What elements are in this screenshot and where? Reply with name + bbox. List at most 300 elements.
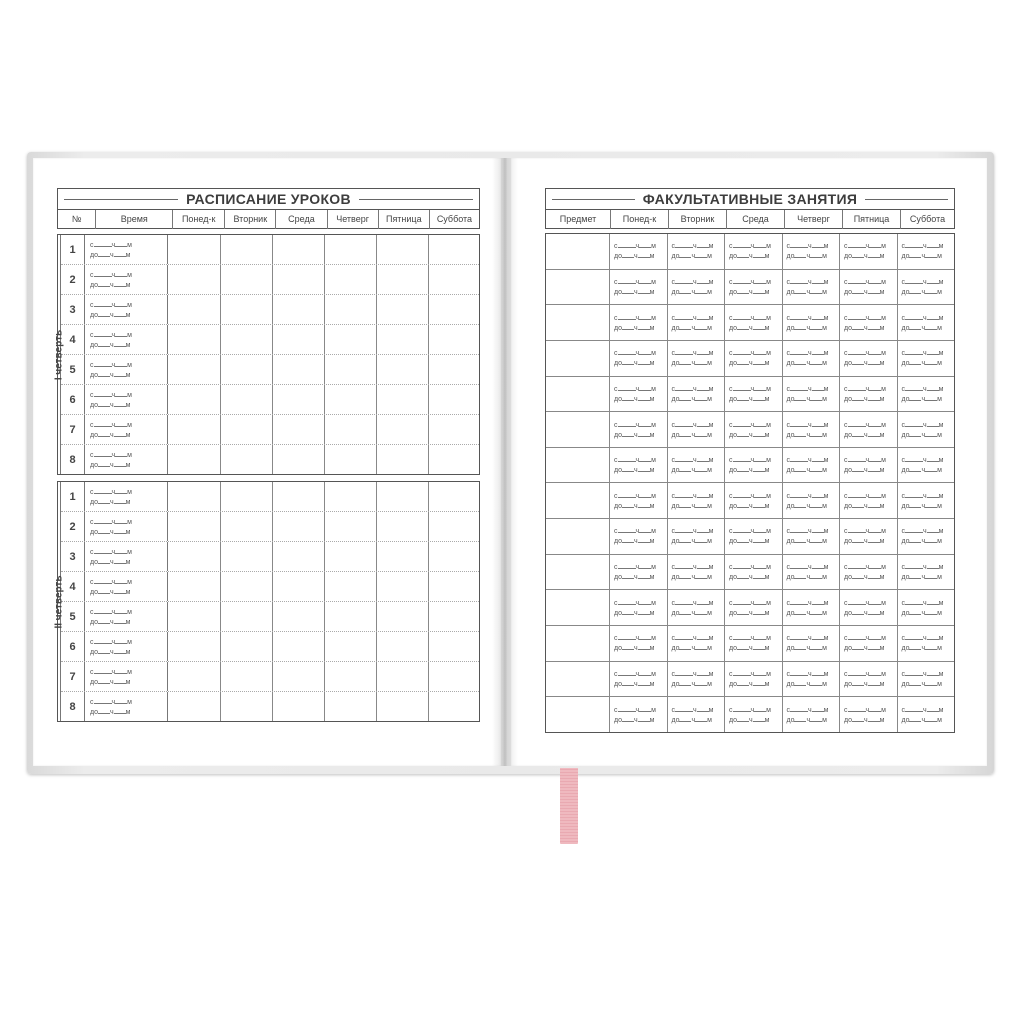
lesson-cell[interactable] xyxy=(168,265,221,294)
lesson-cell[interactable] xyxy=(168,512,221,541)
time-to-line[interactable]: до ч м xyxy=(844,288,885,296)
time-to-line[interactable]: до ч м xyxy=(844,324,885,332)
time-to-line[interactable]: до ч м xyxy=(614,681,655,688)
time-to-line[interactable]: до ч м xyxy=(671,395,712,403)
time-to-line[interactable]: до ч м xyxy=(614,645,655,653)
elective-time-cell[interactable] xyxy=(840,555,898,590)
time-to-line[interactable]: до ч м xyxy=(901,324,942,332)
time-to-line[interactable]: до ч м xyxy=(786,395,827,403)
lesson-cell[interactable] xyxy=(377,445,429,474)
elective-time-cell[interactable] xyxy=(898,555,955,590)
time-to-line[interactable]: до ч м xyxy=(786,645,827,653)
time-from-line[interactable]: с ч м xyxy=(729,421,771,429)
time-from-line[interactable]: с ч м xyxy=(90,668,132,676)
elective-time-cell[interactable] xyxy=(668,483,726,518)
time-from-line[interactable]: с ч м xyxy=(614,528,656,536)
elective-time-cell[interactable] xyxy=(898,377,955,412)
lesson-cell[interactable] xyxy=(168,445,221,474)
lesson-cell[interactable] xyxy=(377,355,429,384)
time-to-line[interactable]: до ч м xyxy=(90,648,131,656)
elective-time-cell[interactable] xyxy=(725,305,783,340)
time-from-line[interactable]: с ч м xyxy=(844,457,886,465)
time-to-line[interactable]: до ч м xyxy=(786,609,827,617)
time-from-line[interactable]: с ч м xyxy=(901,599,944,607)
time-to-line[interactable]: до ч м xyxy=(614,574,655,582)
lesson-cell[interactable] xyxy=(221,572,273,601)
lesson-cell[interactable] xyxy=(325,445,377,474)
time-to-line[interactable]: до ч м xyxy=(901,609,942,617)
time-from-line[interactable]: с ч м xyxy=(786,278,829,286)
subject-cell[interactable] xyxy=(546,341,610,376)
time-from-line[interactable]: с ч м xyxy=(786,706,829,714)
lesson-cell[interactable] xyxy=(325,572,377,601)
time-to-line[interactable]: до ч м xyxy=(614,609,655,617)
time-from-line[interactable]: с ч м xyxy=(844,492,886,500)
lesson-cell[interactable] xyxy=(429,235,479,264)
time-from-line[interactable]: с ч м xyxy=(786,314,829,322)
lesson-time[interactable] xyxy=(85,385,168,414)
elective-time-cell[interactable] xyxy=(668,448,726,483)
time-from-line[interactable]: с ч м xyxy=(671,671,714,678)
time-to-line[interactable]: до ч м xyxy=(729,395,770,403)
time-from-line[interactable]: с ч м xyxy=(614,599,656,607)
bookmark-ribbon[interactable] xyxy=(560,768,578,844)
time-to-line[interactable]: до ч м xyxy=(901,431,942,439)
time-to-line[interactable]: до ч м xyxy=(729,574,770,582)
time-to-line[interactable]: до ч м xyxy=(671,609,712,617)
time-to-line[interactable]: до ч м xyxy=(614,288,655,296)
time-from-line[interactable]: с ч м xyxy=(90,638,132,646)
time-from-line[interactable]: с ч м xyxy=(901,314,944,322)
time-to-line[interactable]: до ч м xyxy=(90,311,131,319)
time-from-line[interactable]: с ч м xyxy=(786,350,829,358)
time-from-line[interactable]: с ч м xyxy=(614,671,656,678)
time-from-line[interactable]: с ч м xyxy=(729,706,771,714)
time-from-line[interactable]: с ч м xyxy=(671,564,714,572)
elective-time-cell[interactable] xyxy=(898,483,955,518)
time-to-line[interactable]: до ч м xyxy=(901,681,942,688)
time-from-line[interactable]: с ч м xyxy=(901,457,944,465)
elective-time-cell[interactable] xyxy=(898,662,955,697)
lesson-cell[interactable] xyxy=(325,542,377,571)
lesson-cell[interactable] xyxy=(325,325,377,354)
time-from-line[interactable]: с ч м xyxy=(90,488,132,496)
elective-time-cell[interactable] xyxy=(725,412,783,447)
time-from-line[interactable]: с ч м xyxy=(729,457,771,465)
time-to-line[interactable]: до ч м xyxy=(90,708,131,716)
lesson-cell[interactable] xyxy=(325,355,377,384)
elective-time-cell[interactable] xyxy=(898,270,955,305)
time-to-line[interactable]: до ч м xyxy=(671,324,712,332)
time-from-line[interactable]: с ч м xyxy=(729,528,771,536)
lesson-cell[interactable] xyxy=(273,295,325,324)
time-from-line[interactable]: с ч м xyxy=(90,331,132,339)
time-from-line[interactable]: с ч м xyxy=(729,599,771,607)
lesson-time[interactable] xyxy=(85,542,168,571)
time-to-line[interactable]: до ч м xyxy=(729,645,770,653)
elective-time-cell[interactable] xyxy=(610,483,668,518)
lesson-time[interactable] xyxy=(85,632,168,661)
time-from-line[interactable]: с ч м xyxy=(844,706,886,714)
elective-time-cell[interactable] xyxy=(610,448,668,483)
lesson-cell[interactable] xyxy=(377,482,429,511)
lesson-cell[interactable] xyxy=(168,355,221,384)
time-from-line[interactable]: с ч м xyxy=(90,301,132,309)
time-to-line[interactable]: до ч м xyxy=(901,538,942,546)
elective-time-cell[interactable] xyxy=(668,519,726,554)
lesson-time[interactable] xyxy=(85,572,168,601)
lesson-cell[interactable] xyxy=(377,542,429,571)
lesson-cell[interactable] xyxy=(325,632,377,661)
elective-time-cell[interactable] xyxy=(725,519,783,554)
time-from-line[interactable]: с ч м xyxy=(671,528,714,536)
time-to-line[interactable]: до ч м xyxy=(614,431,655,439)
time-to-line[interactable]: до ч м xyxy=(90,341,131,349)
lesson-time[interactable] xyxy=(85,482,168,511)
lesson-time[interactable] xyxy=(85,265,168,294)
time-to-line[interactable]: до ч м xyxy=(786,360,827,368)
time-to-line[interactable]: до ч м xyxy=(729,502,770,510)
lesson-cell[interactable] xyxy=(429,445,479,474)
elective-time-cell[interactable] xyxy=(725,270,783,305)
elective-time-cell[interactable] xyxy=(725,483,783,518)
lesson-cell[interactable] xyxy=(168,572,221,601)
time-to-line[interactable]: до ч м xyxy=(90,618,131,626)
time-from-line[interactable]: с ч м xyxy=(729,671,771,678)
time-to-line[interactable]: до ч м xyxy=(90,678,131,686)
lesson-time[interactable] xyxy=(85,445,168,474)
elective-time-cell[interactable] xyxy=(898,305,955,340)
time-from-line[interactable]: с ч м xyxy=(786,599,829,607)
time-to-line[interactable]: до ч м xyxy=(786,538,827,546)
elective-time-cell[interactable] xyxy=(725,377,783,412)
time-to-line[interactable]: до ч м xyxy=(671,253,712,261)
lesson-cell[interactable] xyxy=(377,415,429,444)
subject-cell[interactable] xyxy=(546,270,610,305)
lesson-time[interactable] xyxy=(85,415,168,444)
time-to-line[interactable]: до ч м xyxy=(844,716,885,724)
time-to-line[interactable]: до ч м xyxy=(90,251,131,259)
time-to-line[interactable]: до ч м xyxy=(614,253,655,261)
elective-time-cell[interactable] xyxy=(610,662,668,697)
lesson-cell[interactable] xyxy=(273,235,325,264)
elective-time-cell[interactable] xyxy=(725,448,783,483)
subject-cell[interactable] xyxy=(546,483,610,518)
time-from-line[interactable]: с ч м xyxy=(844,385,886,393)
elective-time-cell[interactable] xyxy=(898,590,955,625)
lesson-cell[interactable] xyxy=(168,415,221,444)
time-to-line[interactable]: до ч м xyxy=(90,498,131,506)
elective-time-cell[interactable] xyxy=(783,448,841,483)
lesson-cell[interactable] xyxy=(429,385,479,414)
time-from-line[interactable]: с ч м xyxy=(614,457,656,465)
time-to-line[interactable]: до ч м xyxy=(844,395,885,403)
elective-time-cell[interactable] xyxy=(783,590,841,625)
time-from-line[interactable]: с ч м xyxy=(671,599,714,607)
lesson-cell[interactable] xyxy=(429,632,479,661)
time-to-line[interactable]: до ч м xyxy=(786,324,827,332)
lesson-cell[interactable] xyxy=(168,632,221,661)
lesson-cell[interactable] xyxy=(429,325,479,354)
elective-time-cell[interactable] xyxy=(783,662,841,697)
time-to-line[interactable]: до ч м xyxy=(901,253,942,261)
elective-time-cell[interactable] xyxy=(783,483,841,518)
time-from-line[interactable]: с ч м xyxy=(844,599,886,607)
time-from-line[interactable]: с ч м xyxy=(90,578,132,586)
lesson-cell[interactable] xyxy=(325,295,377,324)
time-to-line[interactable]: до ч м xyxy=(901,645,942,653)
elective-time-cell[interactable] xyxy=(783,270,841,305)
time-to-line[interactable]: до ч м xyxy=(901,288,942,296)
time-from-line[interactable]: с ч м xyxy=(729,350,771,358)
time-to-line[interactable]: до ч м xyxy=(90,588,131,596)
lesson-cell[interactable] xyxy=(168,385,221,414)
time-from-line[interactable]: с ч м xyxy=(90,241,132,249)
elective-time-cell[interactable] xyxy=(783,234,841,269)
time-from-line[interactable]: с ч м xyxy=(729,635,771,643)
lesson-time[interactable] xyxy=(85,602,168,631)
elective-time-cell[interactable] xyxy=(898,519,955,554)
lesson-cell[interactable] xyxy=(221,445,273,474)
elective-time-cell[interactable] xyxy=(840,697,898,732)
time-from-line[interactable]: с ч м xyxy=(786,385,829,393)
time-to-line[interactable]: до ч м xyxy=(614,324,655,332)
time-from-line[interactable]: с ч м xyxy=(901,671,944,678)
lesson-cell[interactable] xyxy=(273,482,325,511)
time-to-line[interactable]: до ч м xyxy=(844,360,885,368)
time-from-line[interactable]: с ч м xyxy=(786,243,829,251)
elective-time-cell[interactable] xyxy=(668,412,726,447)
time-from-line[interactable]: с ч м xyxy=(90,698,132,706)
subject-cell[interactable] xyxy=(546,412,610,447)
lesson-cell[interactable] xyxy=(221,632,273,661)
subject-cell[interactable] xyxy=(546,626,610,661)
elective-time-cell[interactable] xyxy=(725,234,783,269)
subject-cell[interactable] xyxy=(546,377,610,412)
elective-time-cell[interactable] xyxy=(898,626,955,661)
elective-time-cell[interactable] xyxy=(840,483,898,518)
elective-time-cell[interactable] xyxy=(840,234,898,269)
lesson-cell[interactable] xyxy=(168,482,221,511)
time-to-line[interactable]: до ч м xyxy=(901,395,942,403)
time-from-line[interactable]: с ч м xyxy=(901,243,944,251)
time-to-line[interactable]: до ч м xyxy=(729,681,770,688)
time-from-line[interactable]: с ч м xyxy=(614,314,656,322)
time-from-line[interactable]: с ч м xyxy=(901,385,944,393)
elective-time-cell[interactable] xyxy=(668,270,726,305)
time-to-line[interactable]: до ч м xyxy=(90,528,131,536)
elective-time-cell[interactable] xyxy=(783,626,841,661)
subject-cell[interactable] xyxy=(546,590,610,625)
time-from-line[interactable]: с ч м xyxy=(901,278,944,286)
lesson-cell[interactable] xyxy=(325,235,377,264)
lesson-cell[interactable] xyxy=(429,662,479,691)
time-to-line[interactable]: до ч м xyxy=(671,360,712,368)
lesson-cell[interactable] xyxy=(221,235,273,264)
elective-time-cell[interactable] xyxy=(610,234,668,269)
lesson-cell[interactable] xyxy=(377,385,429,414)
elective-time-cell[interactable] xyxy=(840,377,898,412)
time-from-line[interactable]: с ч м xyxy=(844,243,886,251)
elective-time-cell[interactable] xyxy=(898,448,955,483)
time-to-line[interactable]: до ч м xyxy=(844,645,885,653)
lesson-cell[interactable] xyxy=(429,692,479,721)
lesson-cell[interactable] xyxy=(221,415,273,444)
time-to-line[interactable]: до ч м xyxy=(786,716,827,724)
time-to-line[interactable]: до ч м xyxy=(671,681,712,688)
lesson-cell[interactable] xyxy=(221,662,273,691)
time-to-line[interactable]: до ч м xyxy=(901,360,942,368)
elective-time-cell[interactable] xyxy=(668,305,726,340)
time-to-line[interactable]: до ч м xyxy=(729,288,770,296)
time-from-line[interactable]: с ч м xyxy=(729,243,771,251)
lesson-cell[interactable] xyxy=(273,632,325,661)
subject-cell[interactable] xyxy=(546,234,610,269)
lesson-cell[interactable] xyxy=(273,265,325,294)
time-to-line[interactable]: до ч м xyxy=(844,609,885,617)
time-to-line[interactable]: до ч м xyxy=(90,431,131,439)
time-to-line[interactable]: до ч м xyxy=(729,609,770,617)
time-from-line[interactable]: с ч м xyxy=(671,278,714,286)
lesson-cell[interactable] xyxy=(221,265,273,294)
time-from-line[interactable]: с ч м xyxy=(671,492,714,500)
elective-time-cell[interactable] xyxy=(725,555,783,590)
lesson-cell[interactable] xyxy=(377,325,429,354)
lesson-cell[interactable] xyxy=(377,512,429,541)
elective-time-cell[interactable] xyxy=(840,662,898,697)
time-to-line[interactable]: до ч м xyxy=(671,716,712,724)
lesson-cell[interactable] xyxy=(377,295,429,324)
time-to-line[interactable]: до ч м xyxy=(614,467,655,475)
elective-time-cell[interactable] xyxy=(668,234,726,269)
elective-time-cell[interactable] xyxy=(783,412,841,447)
time-from-line[interactable]: с ч м xyxy=(844,350,886,358)
lesson-cell[interactable] xyxy=(273,692,325,721)
time-from-line[interactable]: с ч м xyxy=(671,350,714,358)
elective-time-cell[interactable] xyxy=(725,626,783,661)
time-to-line[interactable]: до ч м xyxy=(786,467,827,475)
time-from-line[interactable]: с ч м xyxy=(729,314,771,322)
lesson-cell[interactable] xyxy=(377,692,429,721)
time-from-line[interactable]: с ч м xyxy=(90,361,132,369)
elective-time-cell[interactable] xyxy=(610,270,668,305)
lesson-cell[interactable] xyxy=(221,355,273,384)
time-from-line[interactable]: с ч м xyxy=(844,528,886,536)
time-from-line[interactable]: с ч м xyxy=(614,635,656,643)
time-to-line[interactable]: до ч м xyxy=(90,371,131,379)
lesson-cell[interactable] xyxy=(429,415,479,444)
time-from-line[interactable]: с ч м xyxy=(90,608,132,616)
lesson-time[interactable] xyxy=(85,295,168,324)
time-from-line[interactable]: с ч м xyxy=(786,528,829,536)
elective-time-cell[interactable] xyxy=(783,377,841,412)
time-to-line[interactable]: до ч м xyxy=(671,467,712,475)
time-from-line[interactable]: с ч м xyxy=(786,457,829,465)
elective-time-cell[interactable] xyxy=(783,519,841,554)
time-to-line[interactable]: до ч м xyxy=(786,253,827,261)
lesson-cell[interactable] xyxy=(221,295,273,324)
time-from-line[interactable]: с ч м xyxy=(786,671,829,678)
lesson-cell[interactable] xyxy=(325,662,377,691)
time-from-line[interactable]: с ч м xyxy=(671,385,714,393)
elective-time-cell[interactable] xyxy=(783,341,841,376)
time-from-line[interactable]: с ч м xyxy=(901,528,944,536)
time-to-line[interactable]: до ч м xyxy=(786,431,827,439)
time-to-line[interactable]: до ч м xyxy=(844,538,885,546)
lesson-cell[interactable] xyxy=(429,295,479,324)
time-from-line[interactable]: с ч м xyxy=(844,564,886,572)
lesson-cell[interactable] xyxy=(377,265,429,294)
time-from-line[interactable]: с ч м xyxy=(614,278,656,286)
lesson-cell[interactable] xyxy=(273,512,325,541)
elective-time-cell[interactable] xyxy=(610,590,668,625)
lesson-cell[interactable] xyxy=(377,662,429,691)
elective-time-cell[interactable] xyxy=(668,377,726,412)
time-from-line[interactable]: с ч м xyxy=(844,314,886,322)
elective-time-cell[interactable] xyxy=(840,305,898,340)
time-to-line[interactable]: до ч м xyxy=(614,360,655,368)
elective-time-cell[interactable] xyxy=(668,626,726,661)
time-from-line[interactable]: с ч м xyxy=(786,635,829,643)
lesson-cell[interactable] xyxy=(429,265,479,294)
time-to-line[interactable]: до ч м xyxy=(671,574,712,582)
time-from-line[interactable]: с ч м xyxy=(614,564,656,572)
lesson-cell[interactable] xyxy=(273,662,325,691)
elective-time-cell[interactable] xyxy=(725,697,783,732)
time-from-line[interactable]: с ч м xyxy=(901,706,944,714)
elective-time-cell[interactable] xyxy=(898,234,955,269)
time-to-line[interactable]: до ч м xyxy=(90,558,131,566)
lesson-cell[interactable] xyxy=(273,445,325,474)
time-from-line[interactable]: с ч м xyxy=(786,492,829,500)
time-to-line[interactable]: до ч м xyxy=(614,395,655,403)
elective-time-cell[interactable] xyxy=(840,626,898,661)
time-to-line[interactable]: до ч м xyxy=(729,324,770,332)
lesson-cell[interactable] xyxy=(168,602,221,631)
lesson-cell[interactable] xyxy=(168,325,221,354)
lesson-cell[interactable] xyxy=(168,692,221,721)
lesson-cell[interactable] xyxy=(429,482,479,511)
time-from-line[interactable]: с ч м xyxy=(786,564,829,572)
lesson-time[interactable] xyxy=(85,662,168,691)
time-from-line[interactable]: с ч м xyxy=(901,635,944,643)
subject-cell[interactable] xyxy=(546,448,610,483)
elective-time-cell[interactable] xyxy=(783,555,841,590)
elective-time-cell[interactable] xyxy=(610,555,668,590)
lesson-cell[interactable] xyxy=(429,512,479,541)
lesson-cell[interactable] xyxy=(221,512,273,541)
lesson-cell[interactable] xyxy=(221,325,273,354)
time-to-line[interactable]: до ч м xyxy=(671,645,712,653)
time-from-line[interactable]: с ч м xyxy=(614,243,656,251)
time-to-line[interactable]: до ч м xyxy=(614,716,655,724)
time-from-line[interactable]: с ч м xyxy=(844,671,886,678)
lesson-cell[interactable] xyxy=(221,385,273,414)
time-from-line[interactable]: с ч м xyxy=(671,635,714,643)
time-to-line[interactable]: до ч м xyxy=(671,288,712,296)
subject-cell[interactable] xyxy=(546,555,610,590)
lesson-cell[interactable] xyxy=(325,415,377,444)
time-from-line[interactable]: с ч м xyxy=(671,243,714,251)
elective-time-cell[interactable] xyxy=(725,590,783,625)
elective-time-cell[interactable] xyxy=(840,448,898,483)
time-to-line[interactable]: до ч м xyxy=(844,502,885,510)
time-to-line[interactable]: до ч м xyxy=(671,431,712,439)
time-from-line[interactable]: с ч м xyxy=(901,350,944,358)
time-from-line[interactable]: с ч м xyxy=(90,548,132,556)
time-from-line[interactable]: с ч м xyxy=(90,451,132,459)
elective-time-cell[interactable] xyxy=(840,590,898,625)
